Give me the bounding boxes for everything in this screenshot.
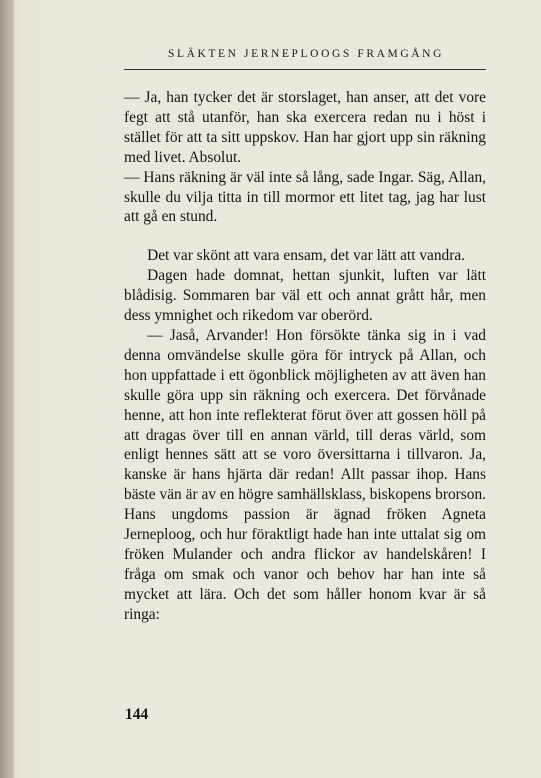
running-head: SLÄKTEN JERNEPLOOGS FRAMGÅNG bbox=[168, 48, 444, 60]
paragraph: — Ja, han tycker det är storslaget, han anser, att det vore fegt att stå utanför, han ska exercera redan nu i höst i stället för att ta sitt uppskov. Han har gjort upp sin räkning med livet. Absolut. bbox=[124, 89, 486, 166]
paragraph: Dagen hade domnat, hettan sjunkit, luften var lätt blådisig. Sommaren bar väl ett och annat grått hår, men dess ymnighet och rikedom var oberörd. bbox=[124, 267, 486, 325]
body-text bbox=[124, 88, 486, 625]
page-gutter-shadow bbox=[0, 0, 14, 778]
paragraph: — Hans räkning är väl inte så lång, sade Ingar. Säg, Allan, skulle du vilja titta in till mormor ett litet tag, jag har lust att gå en stund. bbox=[124, 168, 486, 226]
page-number: 144 bbox=[125, 706, 149, 723]
paragraph: Det var skönt att vara ensam, det var lätt att vandra. bbox=[147, 247, 466, 265]
header-rule bbox=[124, 69, 486, 70]
paragraph: — Jaså, Arvander! Hon försökte tänka sig in i vad denna omvändelse skulle göra för intryck på Allan, och hon uppfattade i ett ögonblick möjligheten av att även han skulle göra upp sin räkning och exercera. Det förvånade henne, att hon inte reflekterat förut över att gossen höll på att dragas över till en annan värld, till deras värld, som enligt hennes sätt att se voro översittarna i tillvaron. Ja, kanske är hans hjärta där redan! Allt passar ihop. Hans bäste vän är av en högre samhällsklass, biskopens brorson. Hans ungdoms passion är ägnad fröken Agneta Jerneploog, och hur föraktligt hade han inte uttalat sig om fröken Mulander och andra flickor av handelskåren! I fråga om smak och vanor och behov har han inte så mycket att lära. Och det som håller honom kvar är så ringa: bbox=[124, 326, 486, 623]
